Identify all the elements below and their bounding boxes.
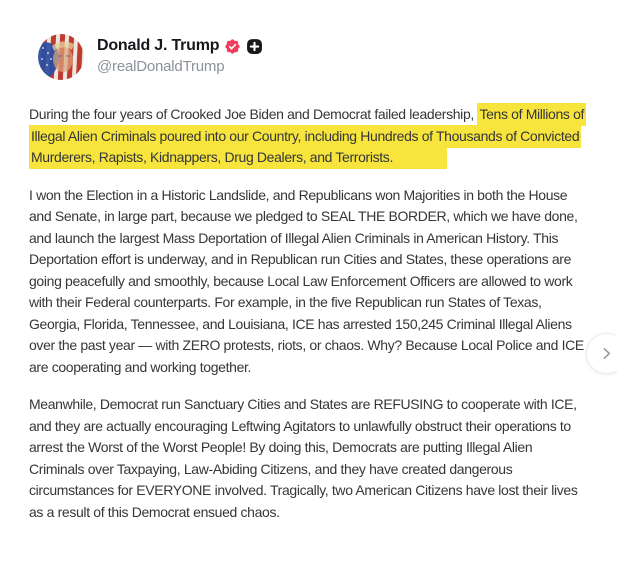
- post-text-line: [29, 292, 609, 314]
- display-name[interactable]: Donald J. Trump: [97, 37, 220, 54]
- post-text-line: [29, 394, 609, 416]
- post-text-line: [29, 437, 609, 459]
- post-text: arrest the Worst of the Worst People! By doing this, Democrats are putting Illegal Alien: [29, 439, 533, 455]
- account-handle: @realDonaldTrump: [97, 58, 225, 75]
- post-text: are cooperating and working together.: [29, 358, 252, 375]
- post-text-line: [29, 459, 609, 481]
- post-text: and they are actually encouraging Leftwing Agitators to unlawfully obstruct their operations to: [29, 417, 571, 434]
- account-identity: [97, 34, 263, 75]
- highlighted-text: Illegal Alien Criminals poured into our Country, including Hundreds of Thousands of Convicted: [29, 125, 581, 148]
- post-text-line: [29, 357, 609, 379]
- highlighted-text: Tens of Millions of: [477, 103, 586, 126]
- post-text: going peacefully and smoothly, because Local Law Enforcement Officers are allowed to work: [29, 272, 573, 289]
- post-text: I won the Election in a Historic Landslide, and Republicans won Majorities in both the House: [29, 186, 568, 203]
- highlighted-text: Murderers, Rapists, Kidnappers, Drug Dealers, and Terrorists.: [29, 146, 447, 169]
- post-text-line: [29, 271, 609, 293]
- post-text-line: [29, 104, 609, 126]
- flag-portrait-image: [38, 34, 84, 80]
- post-body: [29, 104, 609, 539]
- post-text: Deportation effort is underway, and in Republican run Cities and States, these operations are: [29, 251, 572, 267]
- post-text: and Senate, in large part, because we pledged to SEAL THE BORDER, which we have done,: [29, 208, 578, 224]
- post-text-line: [29, 126, 609, 148]
- post-paragraph: [29, 394, 609, 523]
- post-text: over the past year — with ZERO protests, riots, or chaos. Why? Because Local Police and ICE: [29, 337, 584, 353]
- post-text-line: [29, 147, 609, 169]
- verified-check-icon: [224, 38, 241, 55]
- post-text-line: [29, 228, 609, 250]
- post-text: with their Federal counterparts. For example, in the five Republican run States of Texas,: [29, 294, 542, 310]
- chevron-right-icon: [598, 345, 615, 362]
- post-text: as a result of this Democrat ensued chaos.: [29, 503, 280, 520]
- post-text-line: [29, 416, 609, 438]
- post-text: Meanwhile, Democrat run Sanctuary Cities and States are REFUSING to cooperate with ICE,: [29, 396, 577, 412]
- post-text-line: [29, 249, 609, 271]
- avatar[interactable]: [38, 34, 84, 80]
- post-text: Georgia, Florida, Tennessee, and Louisiana, ICE has arrested 150,245 Criminal Illegal Aliens: [29, 315, 572, 332]
- post-text-line: [29, 206, 609, 228]
- post-header: [38, 34, 263, 80]
- post-text: and launch the largest Mass Deportation of Illegal Alien Criminals in American History. This: [29, 229, 559, 246]
- plus-badge-icon: [246, 38, 263, 55]
- post-text-line: [29, 335, 609, 357]
- post-text: circumstances for EVERYONE involved. Tragically, two American Citizens have lost their lives: [29, 482, 578, 498]
- post-text-line: [29, 502, 609, 524]
- post-text: Criminals over Taxpaying, Law-Abiding Citizens, and they have created dangerous: [29, 460, 513, 477]
- post-text: During the four years of Crooked Joe Biden and Democrat failed leadership,: [29, 106, 478, 122]
- post-paragraph: [29, 104, 609, 169]
- post-paragraph: [29, 185, 609, 379]
- post-text-line: [29, 314, 609, 336]
- post-text-line: [29, 480, 609, 502]
- name-row: [97, 37, 263, 55]
- post-text-line: [29, 185, 609, 207]
